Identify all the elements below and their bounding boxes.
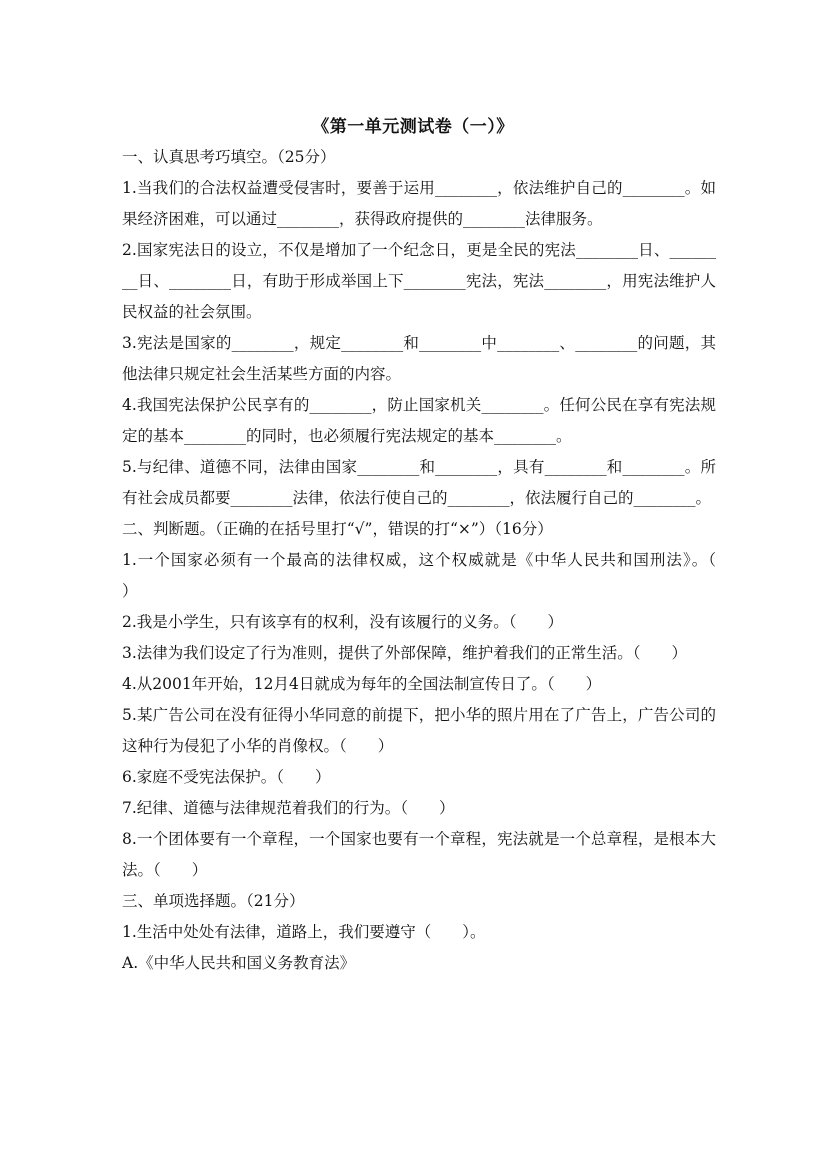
- choice-question-1: 1.生活中处处有法律，道路上，我们要遵守（ ）。: [122, 923, 486, 941]
- true-false-question-5: 5.某广告公司在没有征得小华同意的前提下，把小华的照片用在了广告上，广告公司的这种行为侵犯了小华的肖像权。（ ）: [122, 706, 716, 755]
- fill-blank-question-4: 4.我国宪法保护公民享有的________，防止国家机关________。任何公民在享有宪法规定的基本________的同时，也必须履行宪法规定的基本________。: [122, 396, 716, 445]
- true-false-question-8: 8.一个团体要有一个章程，一个国家也要有一个章程，宪法就是一个总章程，是根本大法。（ ）: [122, 830, 716, 879]
- page-title: 《第一单元测试卷（一）》: [312, 117, 514, 137]
- true-false-question-6: 6.家庭不受宪法保护。（ ）: [122, 768, 331, 786]
- fill-blank-question-1: 1.当我们的合法权益遭受侵害时，要善于运用________，依法维护自己的________。如果经济困难，可以通过________，获得政府提供的________法律服务。: [122, 179, 716, 228]
- section-1-heading: 一、认真思考巧填空。（25分）: [122, 148, 336, 166]
- true-false-question-7: 7.纪律、道德与法律规范着我们的行为。（ ）: [122, 799, 455, 817]
- choice-option-a: A.《中华人民共和国义务教育法》: [122, 954, 356, 972]
- fill-blank-question-5: 5.与纪律、道德不同，法律由国家________和________，具有________和________。所有社会成员都要________法律，依法行使自己的________，依法履行自己的________。: [122, 458, 716, 507]
- true-false-question-4: 4.从2001年开始，12月4日就成为每年的全国法制宣传日了。（ ）: [122, 675, 602, 693]
- exam-content: [122, 142, 748, 979]
- section-3-heading: 三、单项选择题。（21分）: [122, 892, 305, 910]
- fill-blank-question-2: 2.国家宪法日的设立，不仅是增加了一个纪念日，更是全民的宪法________日、________日、________日，有助于形成举国上下________宪法，宪法________，用宪法维护人民权益的社会氛围。: [122, 241, 716, 321]
- true-false-question-3: 3.法律为我们设定了行为准则，提供了外部保障，维护着我们的正常生活。（ ）: [122, 644, 688, 662]
- true-false-question-1: 1.一个国家必须有一个最高的法律权威，这个权威就是《中华人民共和国刑法》。（ ）: [122, 551, 748, 600]
- true-false-question-2: 2.我是小学生，只有该享有的权利，没有该履行的义务。（ ）: [122, 613, 564, 631]
- section-2-heading: 二、判断题。（正确的在括号里打“√”，错误的打“×”）（16分）: [122, 520, 553, 538]
- fill-blank-question-3: 3.宪法是国家的________，规定________和________中________、________的问题，其他法律只规定社会生活某些方面的内容。: [122, 334, 716, 383]
